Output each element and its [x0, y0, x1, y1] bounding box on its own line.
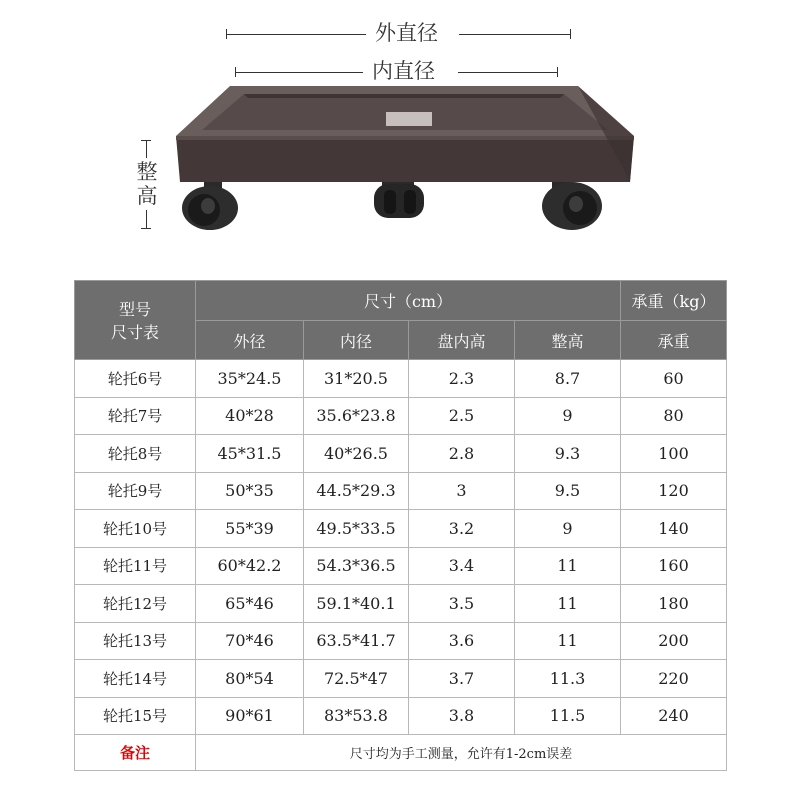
overall-height-bottom-line [146, 210, 147, 228]
inner-diameter-cell: 72.5*47 [304, 660, 409, 698]
inner-diameter-cell: 44.5*29.3 [304, 472, 409, 510]
tray-height-cell: 3.5 [409, 585, 515, 623]
overall-height-bottom-tick [141, 228, 151, 229]
size-spec-table [74, 280, 727, 771]
total-height-cell: 11.5 [515, 697, 621, 735]
note-row [75, 735, 727, 771]
model-cell: 轮托14号 [75, 660, 196, 698]
note-label: 备注 [75, 735, 196, 771]
front-right-caster-wheel [542, 178, 602, 230]
outer-diameter-cell: 55*39 [196, 510, 304, 548]
note-text: 尺寸均为手工测量，允许有1-2cm误差 [196, 735, 727, 771]
model-cell: 轮托6号 [75, 360, 196, 398]
load-cell: 120 [621, 472, 727, 510]
outer-diameter-cell: 45*31.5 [196, 435, 304, 473]
model-cell: 轮托13号 [75, 622, 196, 660]
outer-diameter-cell: 80*54 [196, 660, 304, 698]
model-cell: 轮托12号 [75, 585, 196, 623]
inner-diameter-cell: 63.5*41.7 [304, 622, 409, 660]
inner-diameter-cell: 35.6*23.8 [304, 397, 409, 435]
load-cell: 220 [621, 660, 727, 698]
outer-diameter-right-tick [570, 29, 571, 39]
inner-diameter-cell: 40*26.5 [304, 435, 409, 473]
load-cell: 140 [621, 510, 727, 548]
table-row [75, 435, 727, 473]
table-row [75, 397, 727, 435]
tray-height-cell: 3.7 [409, 660, 515, 698]
model-header-line-2: 尺寸表 [110, 323, 159, 342]
load-group-header: 承重（kg） [621, 281, 727, 321]
tray-height-cell: 3 [409, 472, 515, 510]
model-cell: 轮托8号 [75, 435, 196, 473]
outer-diameter-column-header: 外径 [196, 321, 304, 360]
tray-height-cell: 3.6 [409, 622, 515, 660]
tray-height-column-header: 盘内高 [409, 321, 515, 360]
model-header-line-1: 型号 [118, 300, 151, 319]
caster-tray-illustration [160, 86, 650, 236]
overall-height-char-1: 整 [136, 160, 158, 184]
outer-diameter-right-line [459, 34, 571, 35]
tray-height-cell: 2.5 [409, 397, 515, 435]
tray-height-cell: 3.8 [409, 697, 515, 735]
tray-height-cell: 2.3 [409, 360, 515, 398]
load-cell: 80 [621, 397, 727, 435]
tray-height-cell: 3.2 [409, 510, 515, 548]
outer-diameter-cell: 50*35 [196, 472, 304, 510]
table-row [75, 360, 727, 398]
total-height-cell: 9.5 [515, 472, 621, 510]
total-height-column-header: 整高 [515, 321, 621, 360]
table-row [75, 585, 727, 623]
table-header [75, 281, 727, 360]
front-center-caster-wheel [374, 178, 424, 218]
outer-diameter-cell: 65*46 [196, 585, 304, 623]
inner-diameter-cell: 49.5*33.5 [304, 510, 409, 548]
overall-height-top-line [146, 140, 147, 158]
tray-height-cell: 3.4 [409, 547, 515, 585]
outer-diameter-left-line [226, 34, 366, 35]
outer-diameter-cell: 70*46 [196, 622, 304, 660]
table-row [75, 547, 727, 585]
load-cell: 160 [621, 547, 727, 585]
total-height-cell: 11 [515, 585, 621, 623]
inner-diameter-right-line [458, 72, 558, 73]
total-height-cell: 9 [515, 397, 621, 435]
load-column-header: 承重 [621, 321, 727, 360]
inner-diameter-cell: 83*53.8 [304, 697, 409, 735]
inner-diameter-right-tick [557, 67, 558, 77]
total-height-cell: 9 [515, 510, 621, 548]
load-cell: 60 [621, 360, 727, 398]
load-cell: 200 [621, 622, 727, 660]
size-group-header: 尺寸（cm） [196, 281, 621, 321]
outer-diameter-cell: 90*61 [196, 697, 304, 735]
outer-diameter-label: 外直径 [375, 21, 438, 45]
total-height-cell: 8.7 [515, 360, 621, 398]
table-row [75, 697, 727, 735]
model-cell: 轮托10号 [75, 510, 196, 548]
model-size-header [75, 281, 196, 360]
model-cell: 轮托9号 [75, 472, 196, 510]
total-height-cell: 11 [515, 622, 621, 660]
model-cell: 轮托15号 [75, 697, 196, 735]
table-row [75, 472, 727, 510]
product-diagram [0, 0, 800, 260]
outer-diameter-cell: 60*42.2 [196, 547, 304, 585]
load-cell: 240 [621, 697, 727, 735]
inner-diameter-left-line [235, 72, 363, 73]
outer-diameter-cell: 40*28 [196, 397, 304, 435]
inner-diameter-label: 内直径 [372, 59, 435, 83]
model-cell: 轮托11号 [75, 547, 196, 585]
load-cell: 100 [621, 435, 727, 473]
tray-height-cell: 2.8 [409, 435, 515, 473]
table-body [75, 360, 727, 771]
inner-diameter-cell: 59.1*40.1 [304, 585, 409, 623]
inner-diameter-cell: 54.3*36.5 [304, 547, 409, 585]
table-row [75, 510, 727, 548]
total-height-cell: 11.3 [515, 660, 621, 698]
front-left-caster-wheel [182, 178, 238, 230]
load-cell: 180 [621, 585, 727, 623]
total-height-cell: 9.3 [515, 435, 621, 473]
overall-height-char-2: 高 [136, 184, 158, 208]
table-row [75, 622, 727, 660]
total-height-cell: 11 [515, 547, 621, 585]
outer-diameter-cell: 35*24.5 [196, 360, 304, 398]
inner-diameter-column-header: 内径 [304, 321, 409, 360]
model-cell: 轮托7号 [75, 397, 196, 435]
inner-diameter-cell: 31*20.5 [304, 360, 409, 398]
table-row [75, 660, 727, 698]
